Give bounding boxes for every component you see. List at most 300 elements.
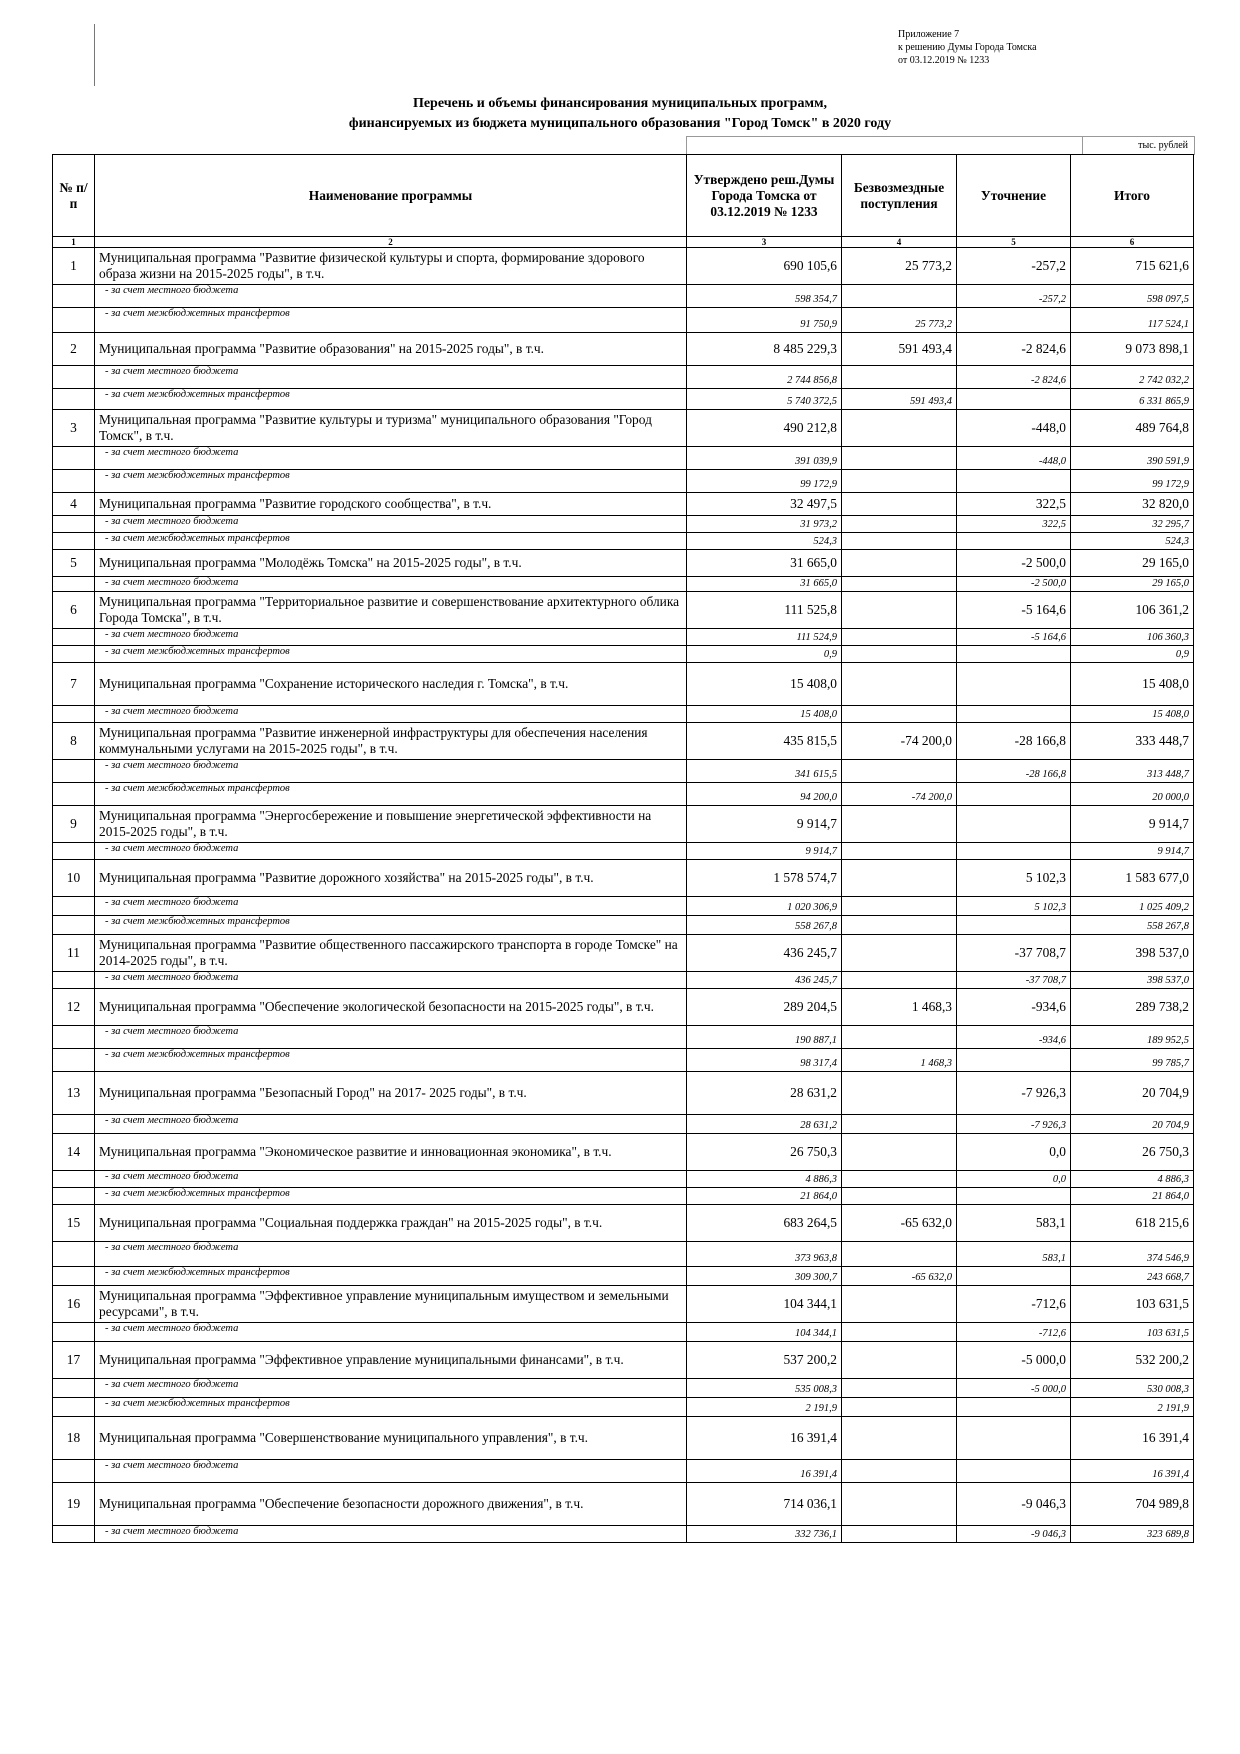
program-value-b <box>842 935 957 972</box>
funding-value-b <box>842 760 957 783</box>
program-value-a: 32 497,5 <box>687 493 842 516</box>
funding-value-c <box>957 1398 1071 1417</box>
funding-value-b <box>842 470 957 493</box>
program-number: 4 <box>53 493 95 516</box>
program-value-c: 583,1 <box>957 1205 1071 1242</box>
program-row <box>53 1417 1194 1460</box>
funding-value-b: 591 493,4 <box>842 389 957 410</box>
funding-value-a: 373 963,8 <box>687 1242 842 1267</box>
program-name: Муниципальная программа "Совершенствование муниципального управления", в т.ч. <box>95 1417 687 1460</box>
header-row <box>53 155 1194 237</box>
funding-value-b <box>842 447 957 470</box>
funding-source-label: - за счет межбюджетных трансфертов <box>95 308 687 333</box>
funding-value-a: 391 039,9 <box>687 447 842 470</box>
funding-source-row <box>53 646 1194 663</box>
program-row <box>53 935 1194 972</box>
funding-source-row <box>53 1049 1194 1072</box>
funding-source-row <box>53 1171 1194 1188</box>
program-name: Муниципальная программа "Развитие культуры и туризма" муниципального образования "Город Томск", в т.ч. <box>95 410 687 447</box>
funding-value-b <box>842 843 957 860</box>
funding-value-a: 9 914,7 <box>687 843 842 860</box>
program-number: 14 <box>53 1134 95 1171</box>
program-value-a: 111 525,8 <box>687 592 842 629</box>
funding-value-d: 6 331 865,9 <box>1071 389 1194 410</box>
funding-value-c <box>957 916 1071 935</box>
program-value-b: 1 468,3 <box>842 989 957 1026</box>
program-value-d: 532 200,2 <box>1071 1342 1194 1379</box>
funding-value-d: 524,3 <box>1071 533 1194 550</box>
appendix-line-1: Приложение 7 <box>898 29 960 40</box>
col-index: 2 <box>95 237 687 248</box>
program-name: Муниципальная программа "Молодёжь Томска" на 2015-2025 годы", в т.ч. <box>95 550 687 577</box>
funding-value-b <box>842 1526 957 1543</box>
header-no: № п/п <box>53 155 95 237</box>
program-value-a: 31 665,0 <box>687 550 842 577</box>
title-line-2: финансируемых из бюджета муниципального образования "Город Томск" в 2020 году <box>348 116 892 131</box>
empty-cell <box>53 646 95 663</box>
funding-value-c: -2 500,0 <box>957 577 1071 592</box>
funding-value-c <box>957 1049 1071 1072</box>
program-name: Муниципальная программа "Территориальное развитие и совершенствование архитектурного облика Города Томска", в т.ч. <box>95 592 687 629</box>
program-value-b <box>842 550 957 577</box>
funding-value-d: 530 008,3 <box>1071 1379 1194 1398</box>
program-row <box>53 989 1194 1026</box>
funding-value-a: 309 300,7 <box>687 1267 842 1286</box>
funding-value-b: -74 200,0 <box>842 783 957 806</box>
program-value-d: 26 750,3 <box>1071 1134 1194 1171</box>
funding-source-label: - за счет межбюджетных трансфертов <box>95 646 687 663</box>
funding-source-label: - за счет местного бюджета <box>95 1460 687 1483</box>
funding-value-a: 91 750,9 <box>687 308 842 333</box>
funding-value-c: 0,0 <box>957 1171 1071 1188</box>
funding-source-label: - за счет местного бюджета <box>95 1242 687 1267</box>
funding-source-row <box>53 1526 1194 1543</box>
empty-cell <box>53 1188 95 1205</box>
program-value-c: -5 164,6 <box>957 592 1071 629</box>
funding-value-b <box>842 972 957 989</box>
program-number: 9 <box>53 806 95 843</box>
empty-cell <box>53 897 95 916</box>
funding-value-c: -448,0 <box>957 447 1071 470</box>
funding-source-label: - за счет межбюджетных трансфертов <box>95 470 687 493</box>
funding-value-b <box>842 1398 957 1417</box>
funding-source-row <box>53 783 1194 806</box>
empty-cell <box>53 1049 95 1072</box>
funding-source-row <box>53 916 1194 935</box>
funding-value-c <box>957 783 1071 806</box>
empty-cell <box>53 1115 95 1134</box>
funding-value-a: 436 245,7 <box>687 972 842 989</box>
funding-value-b <box>842 1115 957 1134</box>
funding-source-row <box>53 447 1194 470</box>
program-value-b <box>842 410 957 447</box>
funding-source-row <box>53 629 1194 646</box>
program-value-a: 490 212,8 <box>687 410 842 447</box>
header-name: Наименование программы <box>95 155 687 237</box>
program-value-a: 289 204,5 <box>687 989 842 1026</box>
empty-cell <box>53 1242 95 1267</box>
programs-body <box>53 248 1194 1543</box>
program-row <box>53 663 1194 706</box>
col-index: 5 <box>957 237 1071 248</box>
program-row <box>53 1342 1194 1379</box>
funding-source-label: - за счет местного бюджета <box>95 1171 687 1188</box>
funding-value-a: 99 172,9 <box>687 470 842 493</box>
funding-source-label: - за счет местного бюджета <box>95 1323 687 1342</box>
program-value-a: 28 631,2 <box>687 1072 842 1115</box>
empty-cell <box>53 389 95 410</box>
funding-source-row <box>53 533 1194 550</box>
funding-value-d: 29 165,0 <box>1071 577 1194 592</box>
funding-source-row <box>53 389 1194 410</box>
funding-value-d: 2 191,9 <box>1071 1398 1194 1417</box>
program-value-c: -7 926,3 <box>957 1072 1071 1115</box>
funding-value-c: -5 000,0 <box>957 1379 1071 1398</box>
funding-source-row <box>53 1267 1194 1286</box>
funding-value-d: 99 172,9 <box>1071 470 1194 493</box>
program-value-d: 9 073 898,1 <box>1071 333 1194 366</box>
program-row <box>53 1134 1194 1171</box>
funding-value-c <box>957 1267 1071 1286</box>
funding-source-row <box>53 308 1194 333</box>
funding-value-a: 111 524,9 <box>687 629 842 646</box>
program-value-d: 16 391,4 <box>1071 1417 1194 1460</box>
funding-source-row <box>53 843 1194 860</box>
program-value-d: 398 537,0 <box>1071 935 1194 972</box>
funding-value-c <box>957 843 1071 860</box>
funding-source-label: - за счет местного бюджета <box>95 972 687 989</box>
funding-value-c <box>957 1188 1071 1205</box>
funding-value-a: 104 344,1 <box>687 1323 842 1342</box>
empty-cell <box>53 783 95 806</box>
funding-value-c <box>957 308 1071 333</box>
program-value-d: 704 989,8 <box>1071 1483 1194 1526</box>
funding-source-label: - за счет местного бюджета <box>95 1115 687 1134</box>
program-value-d: 1 583 677,0 <box>1071 860 1194 897</box>
funding-source-label: - за счет местного бюджета <box>95 577 687 592</box>
funding-value-d: 4 886,3 <box>1071 1171 1194 1188</box>
funding-source-row <box>53 1188 1194 1205</box>
program-value-b: 591 493,4 <box>842 333 957 366</box>
funding-source-label: - за счет местного бюджета <box>95 516 687 533</box>
program-value-a: 104 344,1 <box>687 1286 842 1323</box>
program-value-c: -448,0 <box>957 410 1071 447</box>
column-index-row <box>53 237 1194 248</box>
empty-cell <box>53 1323 95 1342</box>
funding-value-a: 98 317,4 <box>687 1049 842 1072</box>
funding-value-c: -9 046,3 <box>957 1526 1071 1543</box>
program-value-a: 436 245,7 <box>687 935 842 972</box>
program-value-c: -37 708,7 <box>957 935 1071 972</box>
program-number: 5 <box>53 550 95 577</box>
program-value-a: 8 485 229,3 <box>687 333 842 366</box>
program-number: 12 <box>53 989 95 1026</box>
program-row <box>53 860 1194 897</box>
funding-value-b <box>842 897 957 916</box>
funding-value-a: 16 391,4 <box>687 1460 842 1483</box>
program-name: Муниципальная программа "Эффективное управление муниципальными финансами", в т.ч. <box>95 1342 687 1379</box>
funding-source-label: - за счет местного бюджета <box>95 285 687 308</box>
funding-value-c: 322,5 <box>957 516 1071 533</box>
program-value-a: 683 264,5 <box>687 1205 842 1242</box>
program-name: Муниципальная программа "Развитие инженерной инфраструктуры для обеспечения населения коммунальными услугами на 2015-2025 годы", в т.ч. <box>95 723 687 760</box>
program-value-a: 26 750,3 <box>687 1134 842 1171</box>
funding-value-d: 390 591,9 <box>1071 447 1194 470</box>
funding-value-b <box>842 646 957 663</box>
funding-source-label: - за счет межбюджетных трансфертов <box>95 1398 687 1417</box>
program-value-d: 15 408,0 <box>1071 663 1194 706</box>
funding-value-d: 15 408,0 <box>1071 706 1194 723</box>
program-row <box>53 493 1194 516</box>
funding-value-a: 31 665,0 <box>687 577 842 592</box>
funding-value-b <box>842 1026 957 1049</box>
funding-value-d: 0,9 <box>1071 646 1194 663</box>
program-name: Муниципальная программа "Обеспечение безопасности дорожного движения", в т.ч. <box>95 1483 687 1526</box>
funding-source-row <box>53 1398 1194 1417</box>
empty-cell <box>53 308 95 333</box>
program-value-d: 618 215,6 <box>1071 1205 1194 1242</box>
funding-value-d: 106 360,3 <box>1071 629 1194 646</box>
funding-source-label: - за счет местного бюджета <box>95 897 687 916</box>
funding-value-d: 99 785,7 <box>1071 1049 1194 1072</box>
funding-value-b <box>842 1460 957 1483</box>
program-number: 10 <box>53 860 95 897</box>
funding-value-a: 4 886,3 <box>687 1171 842 1188</box>
funding-value-a: 558 267,8 <box>687 916 842 935</box>
funding-source-row <box>53 285 1194 308</box>
program-value-d: 103 631,5 <box>1071 1286 1194 1323</box>
col-index: 1 <box>53 237 95 248</box>
empty-cell <box>53 916 95 935</box>
funding-value-a: 332 736,1 <box>687 1526 842 1543</box>
funding-value-d: 21 864,0 <box>1071 1188 1194 1205</box>
title-line-1: Перечень и объемы финансирования муниципальных программ, <box>412 96 828 111</box>
funding-source-row <box>53 760 1194 783</box>
empty-cell <box>53 1460 95 1483</box>
funding-source-label: - за счет местного бюджета <box>95 843 687 860</box>
funding-value-c: -712,6 <box>957 1323 1071 1342</box>
funding-value-c: -37 708,7 <box>957 972 1071 989</box>
program-row <box>53 248 1194 285</box>
funding-value-b <box>842 577 957 592</box>
program-name: Муниципальная программа "Развитие дорожного хозяйства" на 2015-2025 годы", в т.ч. <box>95 860 687 897</box>
funding-source-label: - за счет местного бюджета <box>95 366 687 389</box>
header-refine: Уточнение <box>957 155 1071 237</box>
funding-value-d: 2 742 032,2 <box>1071 366 1194 389</box>
funding-value-b <box>842 285 957 308</box>
funding-value-b: -65 632,0 <box>842 1267 957 1286</box>
program-value-c: -257,2 <box>957 248 1071 285</box>
funding-source-row <box>53 1242 1194 1267</box>
program-number: 2 <box>53 333 95 366</box>
funding-value-b <box>842 516 957 533</box>
program-value-a: 435 815,5 <box>687 723 842 760</box>
col-index: 4 <box>842 237 957 248</box>
program-value-a: 714 036,1 <box>687 1483 842 1526</box>
program-name: Муниципальная программа "Эффективное управление муниципальным имуществом и земельными ресурсами", в т.ч. <box>95 1286 687 1323</box>
appendix-line-3: от 03.12.2019 № 1233 <box>898 55 990 66</box>
program-row <box>53 410 1194 447</box>
program-value-b: -65 632,0 <box>842 1205 957 1242</box>
program-value-b <box>842 1134 957 1171</box>
program-name: Муниципальная программа "Безопасный Город" на 2017- 2025 годы", в т.ч. <box>95 1072 687 1115</box>
program-number: 3 <box>53 410 95 447</box>
funding-value-a: 94 200,0 <box>687 783 842 806</box>
funding-value-b <box>842 706 957 723</box>
program-value-b <box>842 806 957 843</box>
header-grants: Безвозмездные поступления <box>842 155 957 237</box>
program-value-d: 20 704,9 <box>1071 1072 1194 1115</box>
program-row <box>53 806 1194 843</box>
funding-source-label: - за счет межбюджетных трансфертов <box>95 1188 687 1205</box>
program-value-b: 25 773,2 <box>842 248 957 285</box>
funding-value-d: 313 448,7 <box>1071 760 1194 783</box>
empty-cell <box>53 516 95 533</box>
empty-cell <box>53 760 95 783</box>
funding-value-d: 16 391,4 <box>1071 1460 1194 1483</box>
program-row <box>53 1483 1194 1526</box>
program-value-b <box>842 1286 957 1323</box>
program-row <box>53 592 1194 629</box>
funding-value-a: 535 008,3 <box>687 1379 842 1398</box>
funding-source-label: - за счет местного бюджета <box>95 760 687 783</box>
empty-cell <box>53 1398 95 1417</box>
funding-source-label: - за счет межбюджетных трансфертов <box>95 916 687 935</box>
funding-value-b <box>842 1171 957 1188</box>
funding-value-c <box>957 533 1071 550</box>
program-value-c: 5 102,3 <box>957 860 1071 897</box>
funding-value-b <box>842 533 957 550</box>
program-value-a: 537 200,2 <box>687 1342 842 1379</box>
program-value-b <box>842 860 957 897</box>
header-approved: Утверждено реш.Думы Города Томска от 03.12.2019 № 1233 <box>687 155 842 237</box>
funding-source-row <box>53 706 1194 723</box>
unit-row <box>686 136 1195 155</box>
program-value-c <box>957 806 1071 843</box>
col-index: 6 <box>1071 237 1194 248</box>
program-number: 19 <box>53 1483 95 1526</box>
empty-cell <box>53 577 95 592</box>
funding-value-a: 21 864,0 <box>687 1188 842 1205</box>
funding-value-b <box>842 629 957 646</box>
funding-value-a: 524,3 <box>687 533 842 550</box>
program-name: Муниципальная программа "Развитие физической культуры и спорта, формирование здорового образа жизни на 2015-2025 годы", в т.ч. <box>95 248 687 285</box>
funding-value-c <box>957 389 1071 410</box>
empty-cell <box>53 706 95 723</box>
funding-value-b: 25 773,2 <box>842 308 957 333</box>
program-value-c: -9 046,3 <box>957 1483 1071 1526</box>
unit-label: тыс. рублей <box>1138 140 1188 151</box>
programs-table <box>52 154 1194 1543</box>
funding-source-label: - за счет местного бюджета <box>95 1026 687 1049</box>
program-value-d: 489 764,8 <box>1071 410 1194 447</box>
funding-source-row <box>53 1379 1194 1398</box>
empty-cell <box>53 470 95 493</box>
program-name: Муниципальная программа "Развитие общественного пассажирского транспорта в городе Томске" на 2014-2025 годы", в т.ч. <box>95 935 687 972</box>
program-number: 13 <box>53 1072 95 1115</box>
program-name: Муниципальная программа "Экономическое развитие и инновационная экономика", в т.ч. <box>95 1134 687 1171</box>
program-value-a: 15 408,0 <box>687 663 842 706</box>
program-value-c: -28 166,8 <box>957 723 1071 760</box>
funding-value-c: -7 926,3 <box>957 1115 1071 1134</box>
funding-source-label: - за счет межбюджетных трансфертов <box>95 1049 687 1072</box>
program-value-c <box>957 1417 1071 1460</box>
program-name: Муниципальная программа "Энергосбережение и повышение энергетической эффективности на 2015-2025 годы", в т.ч. <box>95 806 687 843</box>
program-row <box>53 550 1194 577</box>
program-value-a: 1 578 574,7 <box>687 860 842 897</box>
program-value-b <box>842 592 957 629</box>
funding-source-row <box>53 972 1194 989</box>
program-value-d: 9 914,7 <box>1071 806 1194 843</box>
program-number: 1 <box>53 248 95 285</box>
appendix-note <box>898 28 1037 67</box>
funding-value-c <box>957 706 1071 723</box>
funding-value-b <box>842 1242 957 1267</box>
program-value-c: -2 500,0 <box>957 550 1071 577</box>
program-number: 6 <box>53 592 95 629</box>
program-value-d: 333 448,7 <box>1071 723 1194 760</box>
funding-value-c: -2 824,6 <box>957 366 1071 389</box>
program-value-d: 106 361,2 <box>1071 592 1194 629</box>
funding-value-b <box>842 1188 957 1205</box>
funding-value-b <box>842 1323 957 1342</box>
funding-value-a: 0,9 <box>687 646 842 663</box>
program-value-a: 690 105,6 <box>687 248 842 285</box>
funding-value-c: -934,6 <box>957 1026 1071 1049</box>
program-value-d: 29 165,0 <box>1071 550 1194 577</box>
funding-source-row <box>53 1460 1194 1483</box>
program-value-c: -5 000,0 <box>957 1342 1071 1379</box>
funding-value-a: 31 973,2 <box>687 516 842 533</box>
funding-value-b <box>842 916 957 935</box>
program-number: 15 <box>53 1205 95 1242</box>
empty-cell <box>53 366 95 389</box>
program-number: 17 <box>53 1342 95 1379</box>
empty-cell <box>53 1267 95 1286</box>
funding-source-label: - за счет местного бюджета <box>95 706 687 723</box>
funding-source-row <box>53 366 1194 389</box>
funding-source-row <box>53 1026 1194 1049</box>
program-row <box>53 723 1194 760</box>
funding-source-row <box>53 1115 1194 1134</box>
program-name: Муниципальная программа "Социальная поддержка граждан" на 2015-2025 годы", в т.ч. <box>95 1205 687 1242</box>
empty-cell <box>53 972 95 989</box>
funding-value-d: 32 295,7 <box>1071 516 1194 533</box>
program-name: Муниципальная программа "Развитие городского сообщества", в т.ч. <box>95 493 687 516</box>
empty-cell <box>53 447 95 470</box>
funding-source-row <box>53 1323 1194 1342</box>
funding-value-d: 398 537,0 <box>1071 972 1194 989</box>
funding-value-b: 1 468,3 <box>842 1049 957 1072</box>
funding-value-c: 583,1 <box>957 1242 1071 1267</box>
funding-value-c: 5 102,3 <box>957 897 1071 916</box>
program-value-c: 322,5 <box>957 493 1071 516</box>
funding-value-c <box>957 470 1071 493</box>
funding-value-a: 341 615,5 <box>687 760 842 783</box>
program-number: 18 <box>53 1417 95 1460</box>
funding-source-label: - за счет местного бюджета <box>95 1526 687 1543</box>
program-number: 7 <box>53 663 95 706</box>
funding-value-d: 1 025 409,2 <box>1071 897 1194 916</box>
funding-value-a: 5 740 372,5 <box>687 389 842 410</box>
funding-value-d: 117 524,1 <box>1071 308 1194 333</box>
program-row <box>53 333 1194 366</box>
program-value-b: -74 200,0 <box>842 723 957 760</box>
program-value-d: 289 738,2 <box>1071 989 1194 1026</box>
funding-source-row <box>53 577 1194 592</box>
funding-source-label: - за счет межбюджетных трансфертов <box>95 783 687 806</box>
program-row <box>53 1205 1194 1242</box>
